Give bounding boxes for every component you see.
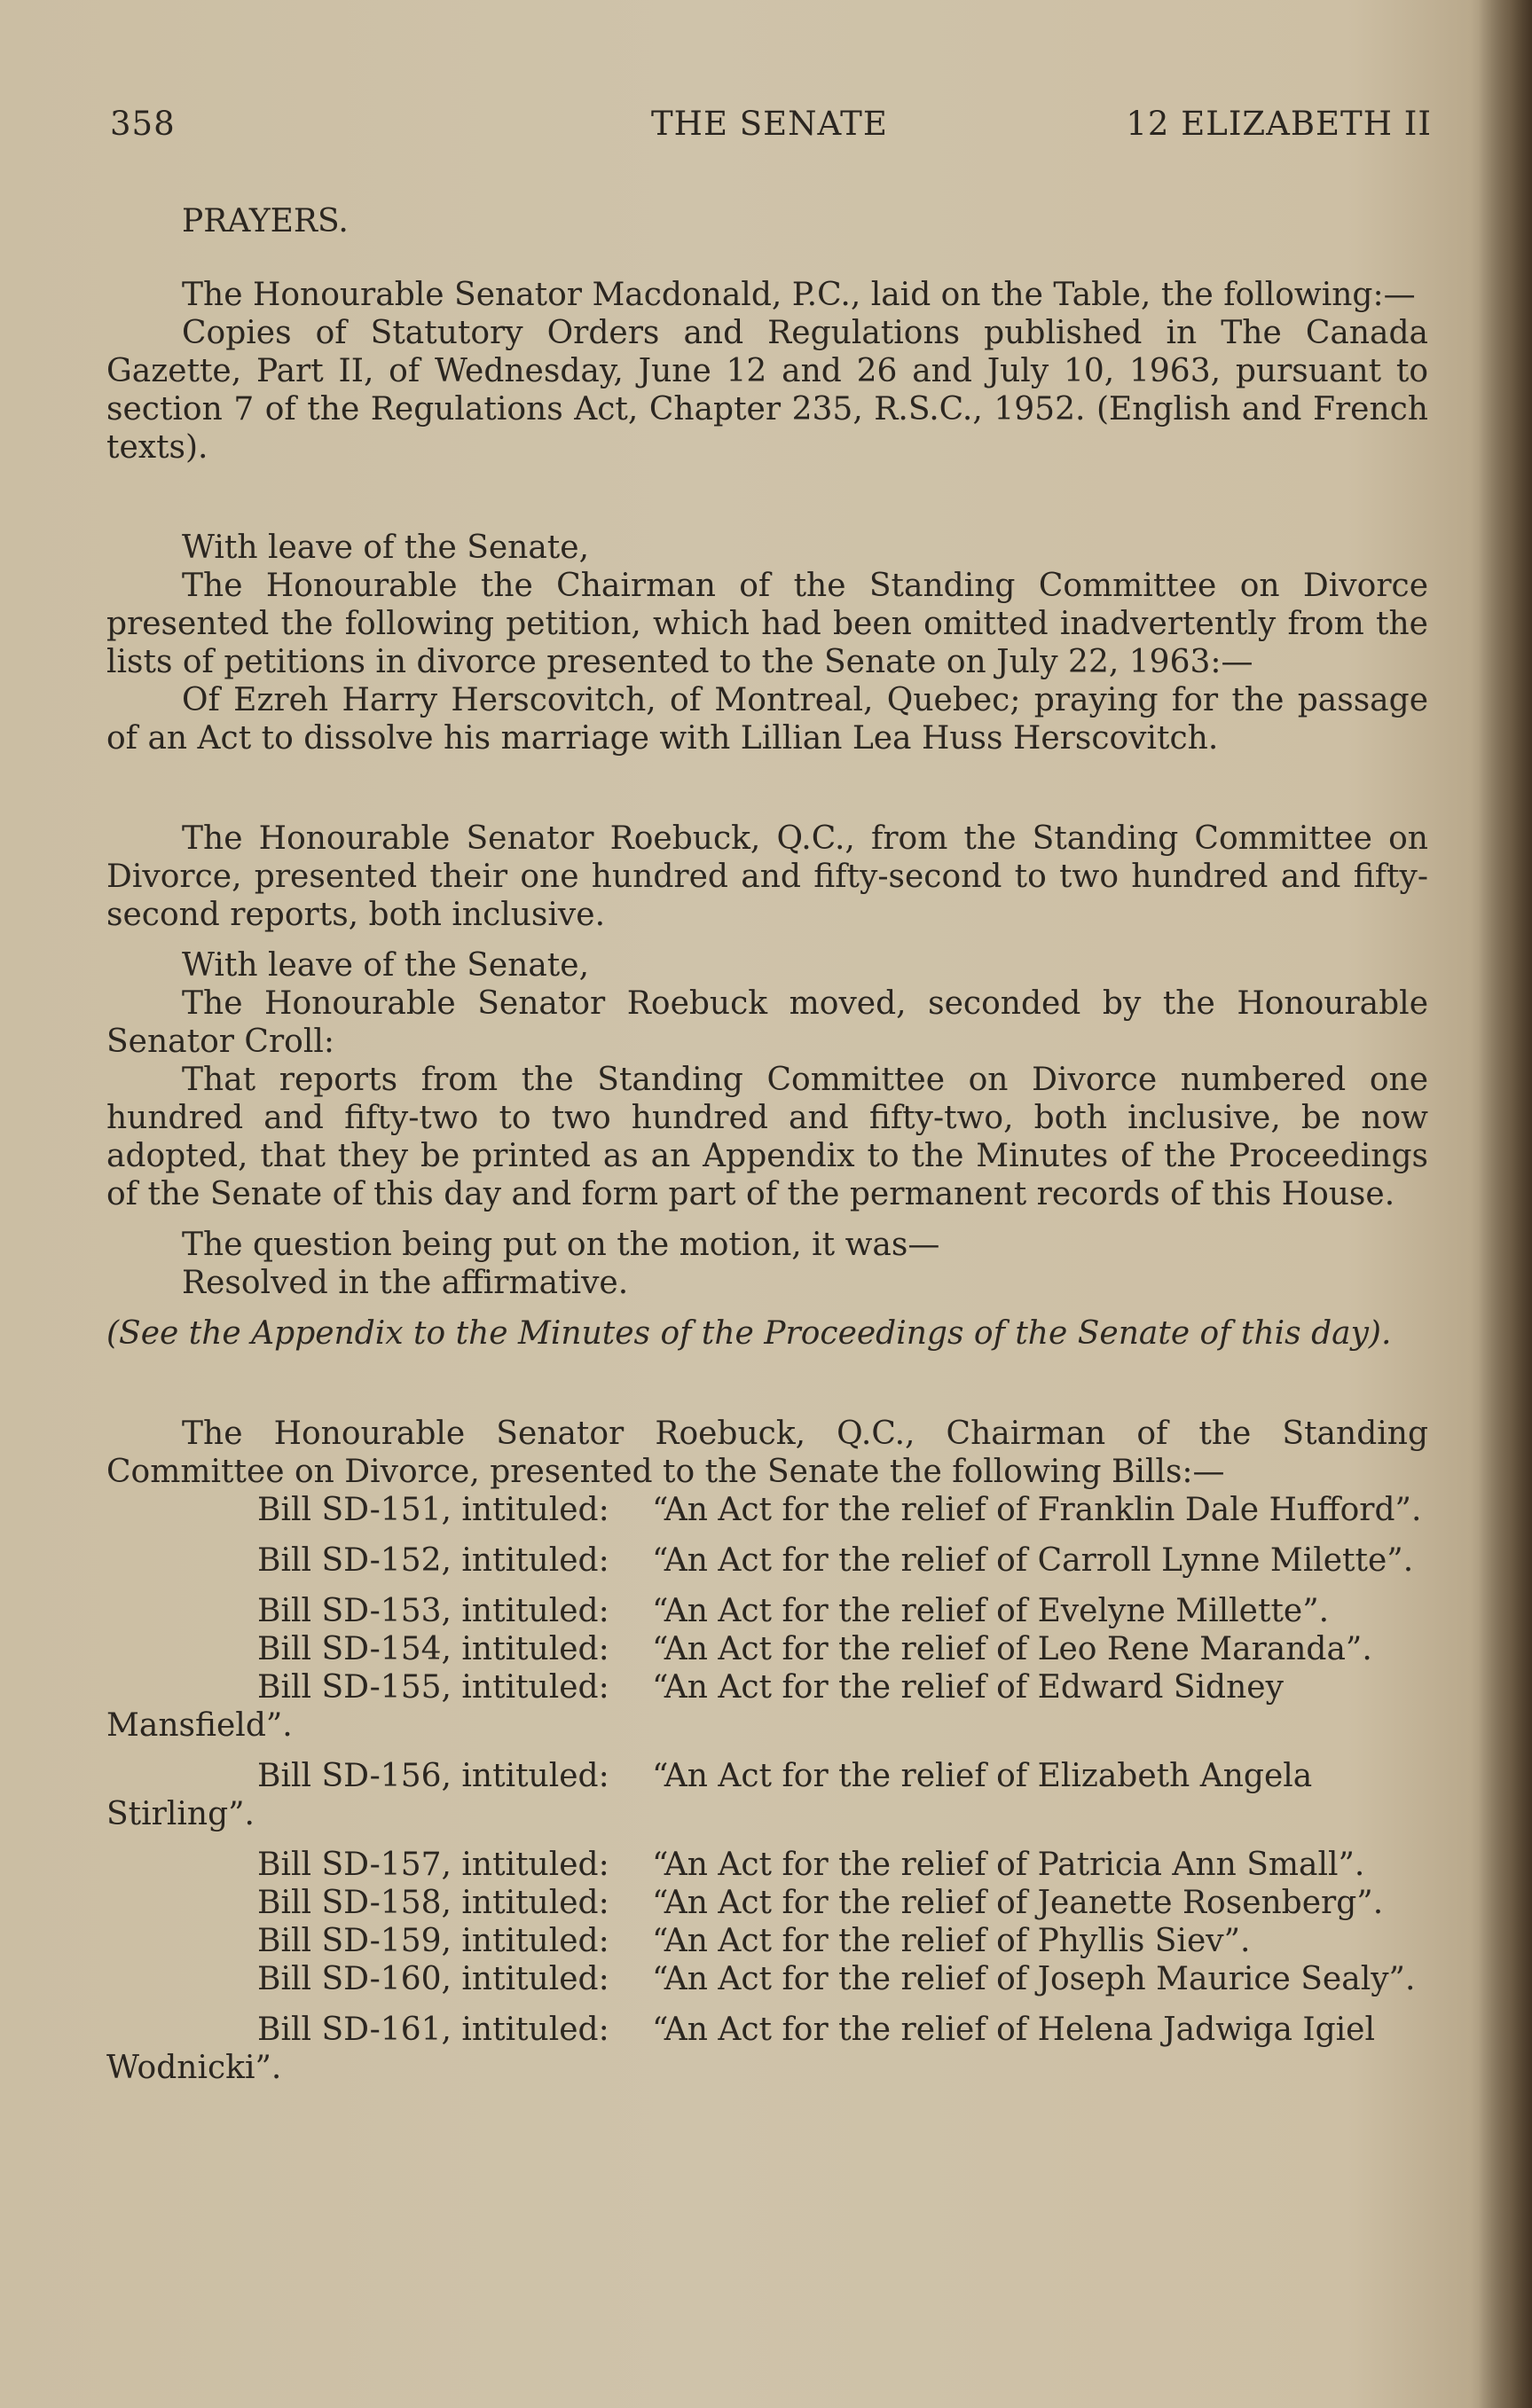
bill-number: Bill SD-152, intituled: bbox=[257, 1542, 609, 1579]
running-title: THE SENATE bbox=[651, 105, 888, 143]
bill-item bbox=[106, 2011, 1428, 2087]
bill-number: Bill SD-156, intituled: bbox=[257, 1758, 609, 1794]
bill-title: “An Act for the relief of Franklin Dale Hufford”. bbox=[652, 1492, 1422, 1528]
petition-intro: The Honourable the Chairman of the Standing Committee on Divorce presented the following petition, which had been omitted inadvertently from the lists of petitions in divorce presented to the Senate on July 22, 1963:— bbox=[106, 568, 1428, 680]
petition-text: Of Ezreh Harry Herscovitch, of Montreal, Quebec; praying for the passage of an Act to dissolve his marriage with Lillian Lea Huss Herscovitch. bbox=[106, 682, 1428, 757]
bill-list bbox=[106, 1491, 1428, 2087]
bill-title: “An Act for the relief of Joseph Maurice Sealy”. bbox=[652, 1961, 1416, 1997]
prayers-heading: PRAYERS. bbox=[182, 203, 349, 239]
bill-item bbox=[106, 1960, 1428, 1998]
bill-number: Bill SD-158, intituled: bbox=[257, 1885, 609, 1921]
bill-item bbox=[106, 1884, 1428, 1922]
bill-item bbox=[106, 1922, 1428, 1960]
bills-intro: The Honourable Senator Roebuck, Q.C., Chairman of the Standing Committee on Divorce, presented to the Senate the following Bills:— bbox=[106, 1416, 1428, 1490]
bill-title: “An Act for the relief of Edward Sidney Mansfield”. bbox=[106, 1669, 1284, 1744]
appendix-note: (See the Appendix to the Minutes of the Proceedings of the Senate of this day). bbox=[106, 1315, 1392, 1352]
bill-title: “An Act for the relief of Evelyne Millette”. bbox=[652, 1593, 1330, 1629]
bill-item bbox=[106, 1491, 1428, 1529]
bill-title: “An Act for the relief of Carroll Lynne Milette”. bbox=[652, 1542, 1414, 1579]
bill-item bbox=[106, 1668, 1428, 1745]
bill-number: Bill SD-155, intituled: bbox=[257, 1669, 609, 1706]
bill-number: Bill SD-161, intituled: bbox=[257, 2012, 609, 2048]
bill-number: Bill SD-160, intituled: bbox=[257, 1961, 609, 1997]
page-body bbox=[106, 202, 1428, 2087]
page-header bbox=[110, 105, 1432, 149]
bill-item bbox=[106, 1757, 1428, 1833]
bill-title: “An Act for the relief of Helena Jadwiga Igiel Wodnicki”. bbox=[106, 2012, 1375, 2086]
bill-number: Bill SD-151, intituled: bbox=[257, 1492, 609, 1528]
bill-title: “An Act for the relief of Elizabeth Angela Stirling”. bbox=[106, 1758, 1313, 1832]
bill-title: “An Act for the relief of Patricia Ann Small”. bbox=[652, 1847, 1365, 1883]
tabled-text: Copies of Statutory Orders and Regulations published in The Canada Gazette, Part II, of Wednesday, June 12 and 26 and July 10, 1963, pursuant to section 7 of the Regulations Act, Chapter 235, R.S.C., 1952. (English and French texts). bbox=[106, 315, 1428, 466]
bill-item bbox=[106, 1630, 1428, 1668]
bill-number: Bill SD-159, intituled: bbox=[257, 1923, 609, 1959]
bill-number: Bill SD-153, intituled: bbox=[257, 1593, 609, 1629]
reports-resolved: Resolved in the affirmative. bbox=[182, 1265, 629, 1301]
reports-question: The question being put on the motion, it was— bbox=[182, 1227, 940, 1263]
page-number: 358 bbox=[110, 105, 176, 143]
reports-intro: The Honourable Senator Roebuck, Q.C., from the Standing Committee on Divorce, presented their one hundred and fifty-second to two hundred and fifty-second reports, both inclusive. bbox=[106, 820, 1428, 933]
bill-number: Bill SD-154, intituled: bbox=[257, 1631, 609, 1667]
petition-leave: With leave of the Senate, bbox=[182, 529, 590, 566]
bill-title: “An Act for the relief of Phyllis Siev”. bbox=[652, 1923, 1251, 1959]
bill-title: “An Act for the relief of Leo Rene Maranda”. bbox=[652, 1631, 1372, 1667]
bill-item bbox=[106, 1846, 1428, 1884]
bill-item bbox=[106, 1541, 1428, 1580]
bill-number: Bill SD-157, intituled: bbox=[257, 1847, 609, 1883]
reports-moved: The Honourable Senator Roebuck moved, seconded by the Honourable Senator Croll: bbox=[106, 985, 1428, 1060]
bill-title: “An Act for the relief of Jeanette Rosenberg”. bbox=[652, 1885, 1384, 1921]
book-spine-shadow bbox=[1479, 0, 1532, 2408]
bill-item bbox=[106, 1592, 1428, 1630]
reports-leave: With leave of the Senate, bbox=[182, 947, 590, 984]
reports-motion: That reports from the Standing Committee on Divorce numbered one hundred and fifty-two to two hundred and fifty-two, both inclusive, be now adopted, that they be printed as an Appendix to the Minutes of the Proceedings of the Senate of this day and form part of the permanent records of this House. bbox=[106, 1062, 1428, 1212]
tabled-intro: The Honourable Senator Macdonald, P.C., laid on the Table, the following:— bbox=[182, 277, 1416, 313]
regnal-year: 12 ELIZABETH II bbox=[1126, 105, 1432, 143]
